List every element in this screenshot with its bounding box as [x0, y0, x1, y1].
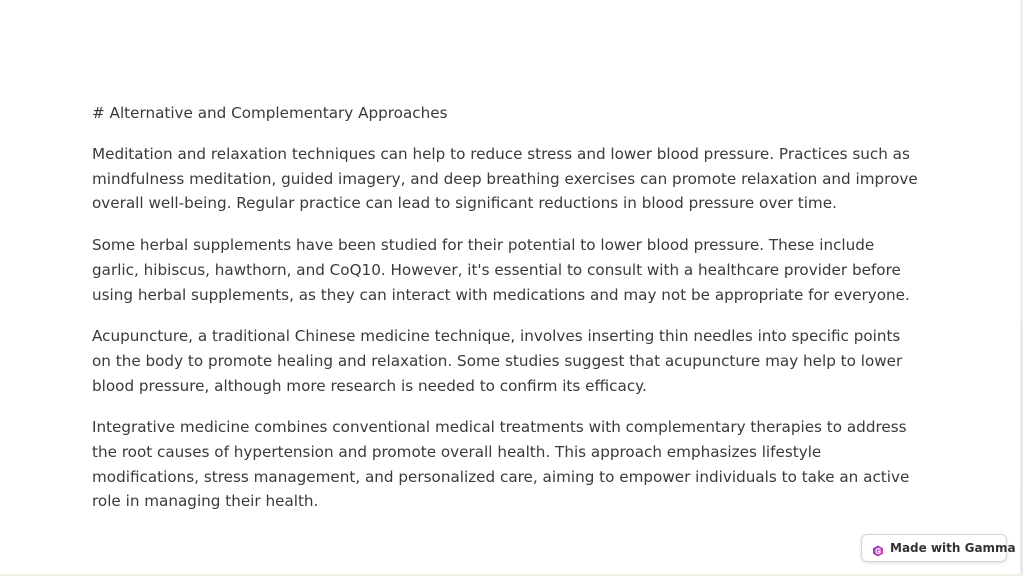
paragraph-herbal-supplements: Some herbal supplements have been studied for their potential to lower blood pressure. These include garlic, hibiscus, hawthorn, and CoQ10. However, it's essential to consult with a healthcare provider before using herbal supplements, as they can interact with medications and may not be appropriate for everyone.: [92, 236, 910, 304]
gamma-logo-icon: [872, 542, 884, 554]
badge-label: Made with Gamma: [890, 541, 1016, 555]
paragraph-meditation: Meditation and relaxation techniques can help to reduce stress and lower blood pressure. Practices such as mindfulness meditation, guided imagery, and deep breathing exercises can promote relaxation and improve overall well-being. Regular practice can lead to significant reductions in blood pressure over time.: [92, 145, 918, 213]
section-heading: # Alternative and Complementary Approaches: [92, 104, 448, 122]
document-body: [92, 101, 922, 531]
paragraph-integrative-medicine: Integrative medicine combines conventional medical treatments with complementary therapies to address the root causes of hypertension and promote overall health. This approach emphasizes lifestyle modifications, stress management, and personalized care, aiming to empower individuals to take an active role in managing their health.: [92, 418, 910, 511]
made-with-gamma-button[interactable]: [861, 534, 1016, 562]
paragraph-acupuncture: Acupuncture, a traditional Chinese medicine technique, involves inserting thin needles into specific points on the body to promote healing and relaxation. Some studies suggest that acupuncture may help to lower blood pressure, although more research is needed to confirm its efficacy.: [92, 327, 903, 395]
